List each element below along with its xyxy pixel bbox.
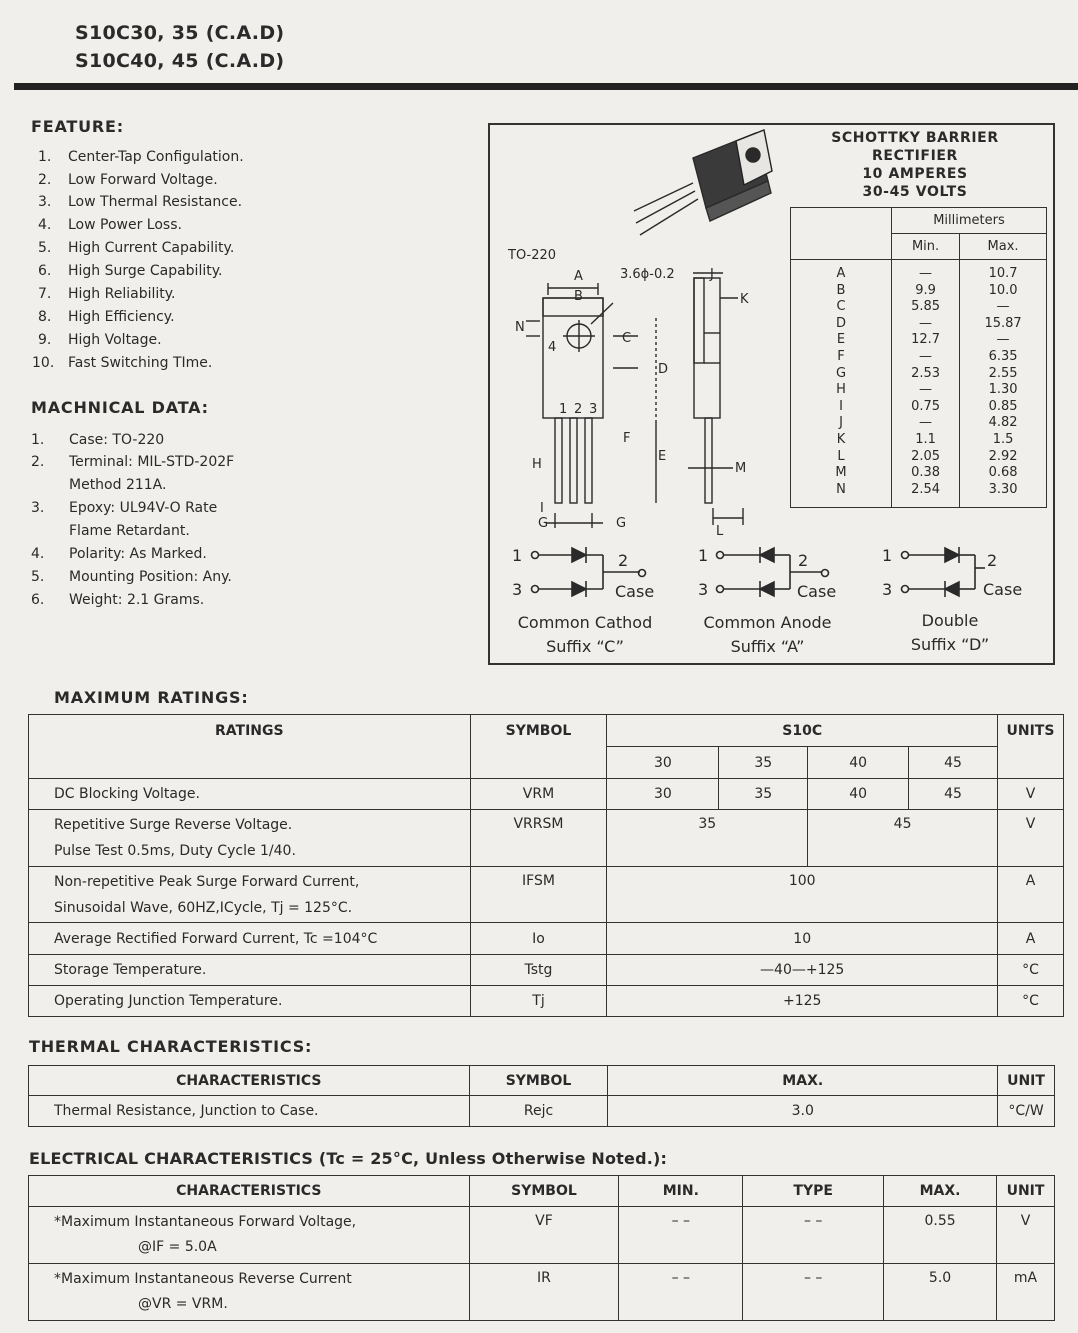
circuit-suffix: Suffix “A”: [730, 637, 805, 656]
header-units: UNITS: [997, 715, 1063, 779]
elec-label-line: @IF = 5.0A: [138, 1239, 217, 1255]
rating-value: 40: [808, 779, 909, 810]
table-row: [29, 779, 1064, 810]
rating-value: 10: [607, 923, 998, 955]
list-item: Flame Retardant.: [69, 523, 190, 539]
part-number-line-2: S10C40, 45 (C.A.D): [75, 50, 285, 72]
circuit-d-pin1: 1: [882, 546, 893, 565]
rating-label-line: Sinusoidal Wave, 60HZ,ICycle, Tj = 125°C.: [54, 899, 353, 916]
elec-label-line: *Maximum Instantaneous Reverse Current: [54, 1271, 352, 1287]
dim-letters: A B C D E F G H I J K L M N: [791, 260, 892, 508]
header-rule: [14, 83, 1078, 90]
list-item: 8. High Efficiency.: [38, 309, 175, 325]
list-item: 5. High Current Capability.: [38, 240, 235, 256]
dim-label-m: M: [735, 461, 747, 476]
rating-unit: A: [997, 923, 1063, 955]
elec-header-symbol: SYMBOL: [469, 1176, 619, 1207]
dim-max-values: 10.7 10.0 — 15.87 — 6.35 2.55 1.30 0.85 4.82 1.5 2.92 0.68 3.30: [960, 260, 1047, 508]
thermal-header-char: CHARACTERISTICS: [29, 1066, 470, 1096]
rating-label-line: Pulse Test 0.5ms, Duty Cycle 1/40.: [54, 843, 296, 859]
elec-label: [29, 1264, 470, 1321]
circuit-suffix: Suffix “C”: [546, 637, 624, 656]
dim-label-l: L: [716, 524, 724, 539]
list-item: 2. Terminal: MIL-STD-202F: [31, 454, 235, 470]
table-row: [29, 955, 1064, 986]
elec-max: 0.55: [884, 1207, 997, 1264]
dimension-table: [790, 207, 1047, 508]
list-item: 4. Low Power Loss.: [38, 217, 182, 233]
dim-label-n: N: [515, 320, 525, 335]
circuit-d-pin2: 2: [987, 551, 998, 570]
elec-header-char: CHARACTERISTICS: [29, 1176, 470, 1207]
dim-header-min: Min.: [892, 234, 960, 260]
list-item: 6. High Surge Capability.: [38, 263, 223, 279]
list-item: 6. Weight: 2.1 Grams.: [31, 592, 205, 608]
table-row: [29, 986, 1064, 1017]
thermal-title: THERMAL CHARACTERISTICS:: [29, 1037, 313, 1056]
thermal-label: Thermal Resistance, Junction to Case.: [29, 1096, 470, 1127]
dim-min-values: — 9.9 5.85 — 12.7 — 2.53 — 0.75 — 1.1 2.05 0.38 2.54: [892, 260, 960, 508]
circuit-suffix: Suffix “D”: [910, 635, 990, 654]
spec-summary: [790, 129, 1040, 201]
electrical-table: [28, 1175, 1055, 1321]
header-ratings: RATINGS: [29, 715, 471, 779]
circuit-a-pin2: 2: [798, 551, 809, 570]
package-name: TO-220: [508, 248, 557, 263]
elec-header-max: MAX.: [884, 1176, 997, 1207]
package-3d-view: [634, 130, 772, 235]
list-item: 4. Polarity: As Marked.: [31, 546, 207, 562]
rating-symbol: Tj: [470, 986, 607, 1017]
list-item: 2. Low Forward Voltage.: [38, 172, 218, 188]
elec-type: – –: [743, 1207, 884, 1264]
list-item: Method 211A.: [69, 477, 167, 493]
package-side-view: [688, 273, 743, 525]
dim-header-unit: Millimeters: [892, 208, 1047, 234]
rating-label: Operating Junction Temperature.: [29, 986, 471, 1017]
dim-label-a: A: [574, 269, 583, 284]
thermal-header-max: MAX.: [608, 1066, 998, 1096]
mech-title: MACHNICAL DATA:: [31, 398, 209, 417]
rating-value: —40—+125: [607, 955, 998, 986]
elec-unit: V: [997, 1207, 1055, 1264]
elec-header-min: MIN.: [619, 1176, 743, 1207]
max-ratings-title: MAXIMUM RATINGS:: [54, 688, 249, 707]
elec-label-line: *Maximum Instantaneous Forward Voltage,: [54, 1214, 357, 1230]
sub-header-45: 45: [909, 747, 998, 779]
table-row: [29, 1096, 1055, 1127]
rating-symbol: VRM: [470, 779, 607, 810]
list-item: 9. High Voltage.: [38, 332, 162, 348]
dim-label-k: K: [740, 292, 749, 307]
rating-value: 45: [808, 810, 998, 867]
circuit-a-pin1: 1: [698, 546, 709, 565]
elec-symbol: IR: [469, 1264, 619, 1321]
circuit-d-caption: [880, 609, 1020, 657]
thermal-table: [28, 1065, 1055, 1127]
circuit-name: Double: [921, 611, 979, 630]
elec-unit: mA: [997, 1264, 1055, 1321]
table-row: [29, 923, 1064, 955]
table-row: [29, 1264, 1055, 1321]
max-ratings-table: [28, 714, 1064, 1017]
rating-symbol: VRRSM: [470, 810, 607, 867]
thermal-unit: °C/W: [998, 1096, 1055, 1127]
spec-line: 30-45 VOLTS: [862, 184, 968, 200]
dim-label-j: J: [710, 267, 714, 282]
rating-unit: A: [997, 867, 1063, 923]
rating-symbol: Io: [470, 923, 607, 955]
spec-line: SCHOTTKY BARRIER: [831, 130, 999, 146]
feature-title: FEATURE:: [31, 117, 124, 136]
rating-label-line: Repetitive Surge Reverse Voltage.: [54, 817, 293, 833]
elec-header-type: TYPE: [743, 1176, 884, 1207]
pin-label-4: 4: [548, 340, 557, 355]
thermal-header-unit: UNIT: [998, 1066, 1055, 1096]
circuit-c-pin3: 3: [512, 580, 523, 599]
elec-max: 5.0: [884, 1264, 997, 1321]
table-row: [29, 1207, 1055, 1264]
rating-value: 100: [607, 867, 998, 923]
list-item: 3. Low Thermal Resistance.: [38, 194, 243, 210]
circuit-d-pin3: 3: [882, 580, 893, 599]
elec-label: [29, 1207, 470, 1264]
header-symbol: SYMBOL: [470, 715, 607, 779]
list-item: 7. High Reliability.: [38, 286, 176, 302]
circuit-c-pin1: 1: [512, 546, 523, 565]
dim-header-blank: [791, 208, 892, 260]
rating-symbol: IFSM: [470, 867, 607, 923]
thermal-symbol: Rejc: [469, 1096, 608, 1127]
circuit-a-caption: [685, 611, 850, 659]
pin-label-2: 2: [574, 402, 583, 417]
dim-label-e: E: [658, 449, 667, 464]
circuit-a-case: Case: [797, 582, 837, 601]
rating-label: [29, 867, 471, 923]
rating-value: 35: [607, 810, 808, 867]
dim-label-g-right: G: [616, 516, 627, 531]
sub-header-40: 40: [808, 747, 909, 779]
rating-label: [29, 810, 471, 867]
pin-label-3: 3: [589, 402, 598, 417]
hole-dimension: 3.6ϕ-0.2: [620, 267, 675, 282]
header-s10c: S10C: [607, 715, 998, 747]
list-item: 1. Center-Tap Configulation.: [38, 149, 244, 165]
circuit-c-caption: [500, 611, 670, 659]
rating-symbol: Tstg: [470, 955, 607, 986]
circuit-name: Common Cathod: [517, 613, 653, 632]
rating-unit: V: [997, 779, 1063, 810]
thermal-max: 3.0: [608, 1096, 998, 1127]
thermal-header-symbol: SYMBOL: [469, 1066, 608, 1096]
table-row: [29, 810, 1064, 867]
to220-package-drawing: [488, 123, 788, 543]
dim-header-max: Max.: [960, 234, 1047, 260]
rating-unit: °C: [997, 955, 1063, 986]
circuit-d-case: Case: [983, 580, 1023, 599]
circuit-symbols: [500, 540, 1055, 610]
list-item: 5. Mounting Position: Any.: [31, 569, 232, 585]
rating-value: 35: [719, 779, 808, 810]
rating-label: DC Blocking Voltage.: [29, 779, 471, 810]
dim-label-i: I: [540, 501, 544, 516]
dim-label-h: H: [532, 457, 542, 472]
circuit-a-pin3: 3: [698, 580, 709, 599]
sub-header-30: 30: [607, 747, 719, 779]
circuit-c-pin2: 2: [618, 551, 629, 570]
rating-value: +125: [607, 986, 998, 1017]
rating-unit: °C: [997, 986, 1063, 1017]
double-circuit: [902, 547, 986, 597]
electrical-title: ELECTRICAL CHARACTERISTICS (Tc = 25°C, Unless Otherwise Noted.):: [29, 1149, 668, 1168]
dim-label-b: B: [574, 289, 583, 304]
elec-symbol: VF: [469, 1207, 619, 1264]
circuit-name: Common Anode: [703, 613, 832, 632]
elec-min: – –: [619, 1207, 743, 1264]
dim-label-f: F: [623, 431, 631, 446]
elec-min: – –: [619, 1264, 743, 1321]
rating-unit: V: [997, 810, 1063, 867]
spec-line: RECTIFIER: [872, 148, 958, 164]
dim-label-d: D: [658, 362, 669, 377]
rating-label: Average Rectified Forward Current, Tc =104°C: [29, 923, 471, 955]
dim-label-g-left: G: [538, 516, 549, 531]
list-item: 1. Case: TO-220: [31, 432, 165, 448]
list-item: 10. Fast Switching TIme.: [32, 355, 213, 371]
dim-label-c: C: [622, 331, 632, 346]
rating-label: Storage Temperature.: [29, 955, 471, 986]
elec-header-unit: UNIT: [997, 1176, 1055, 1207]
rating-value: 45: [909, 779, 998, 810]
circuit-c-case: Case: [615, 582, 655, 601]
part-number-line-1: S10C30, 35 (C.A.D): [75, 22, 285, 44]
elec-type: – –: [743, 1264, 884, 1321]
rating-value: 30: [607, 779, 719, 810]
elec-label-line: @VR = VRM.: [138, 1296, 228, 1312]
sub-header-35: 35: [719, 747, 808, 779]
list-item: 3. Epoxy: UL94V-O Rate: [31, 500, 218, 516]
pin-label-1: 1: [559, 402, 568, 417]
rating-label-line: Non-repetitive Peak Surge Forward Current,: [54, 873, 360, 890]
table-row: [29, 867, 1064, 923]
spec-line: 10 AMPERES: [862, 166, 968, 182]
